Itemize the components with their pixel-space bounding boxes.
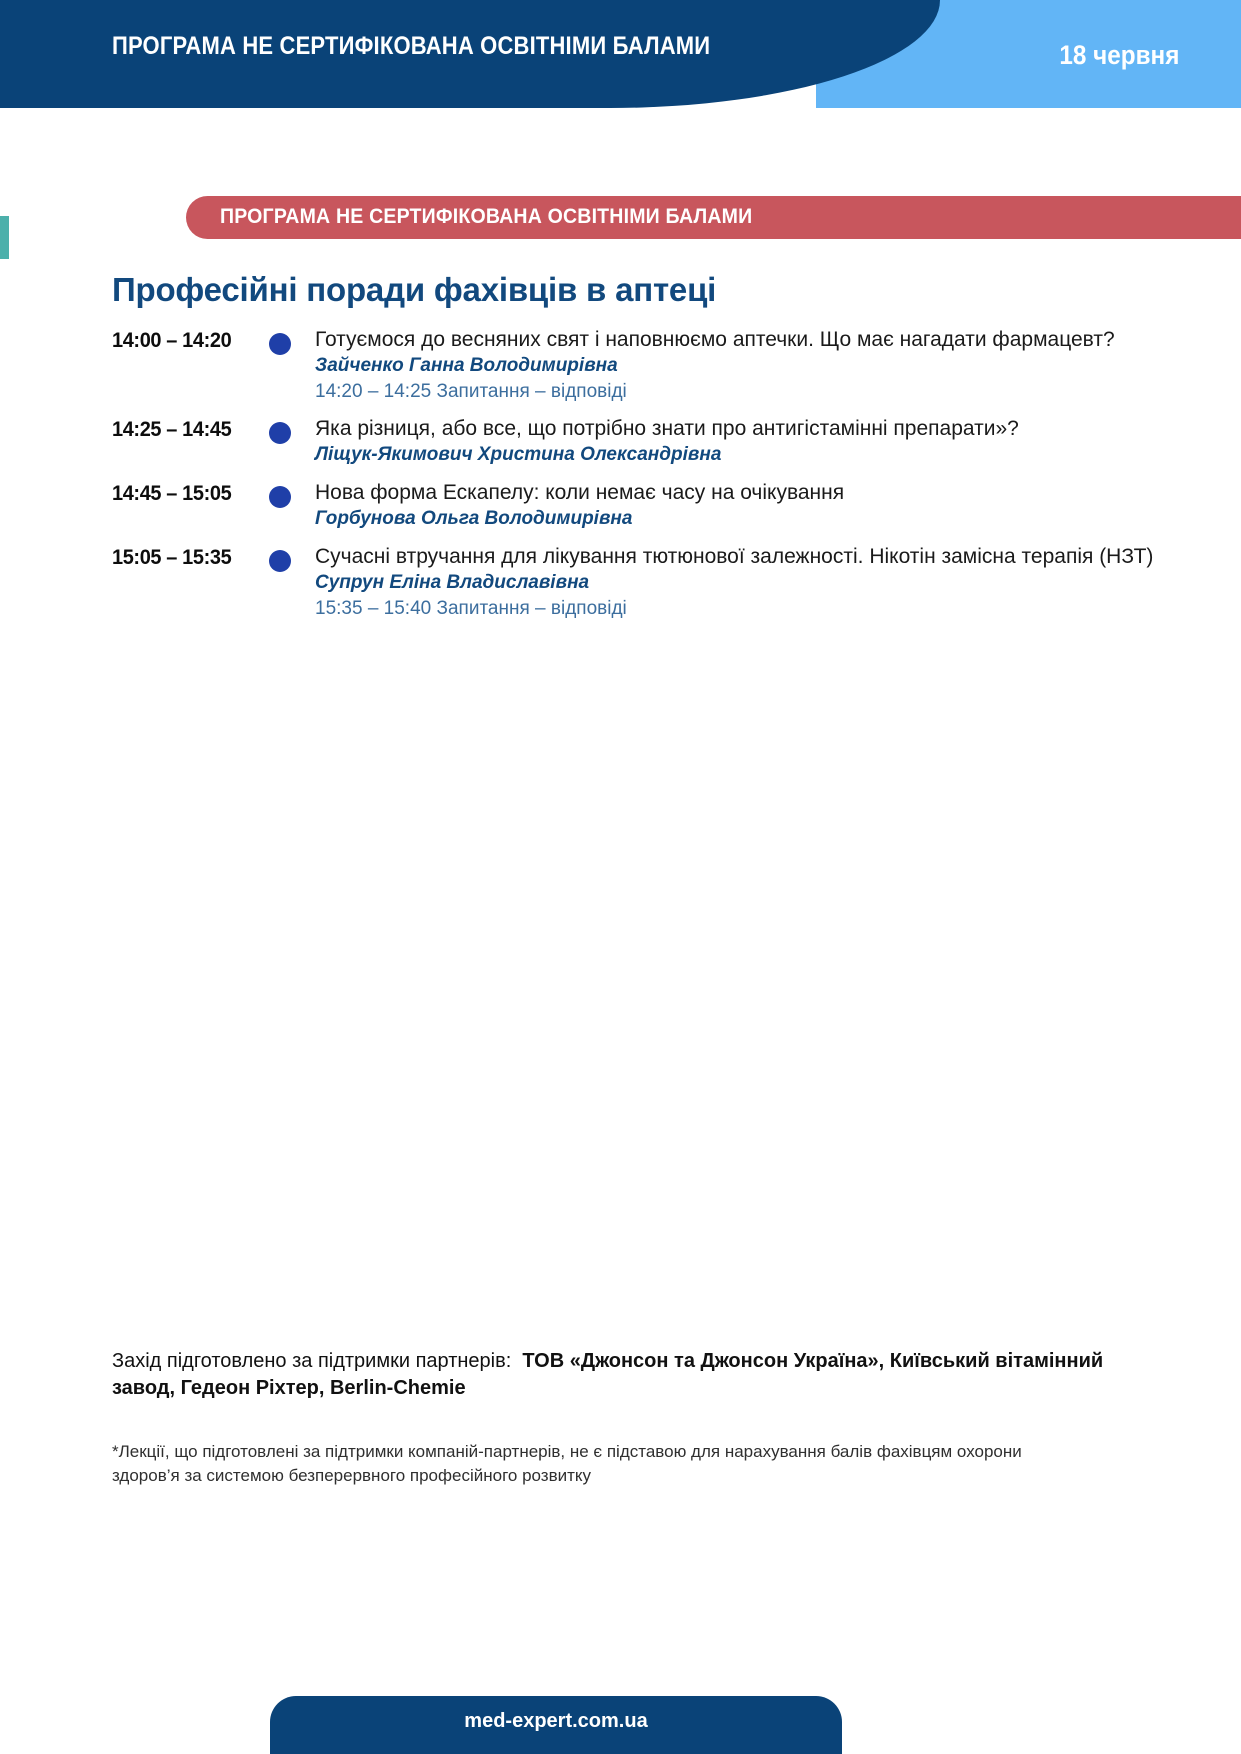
entry-time: 14:25 – 14:45 (112, 418, 232, 442)
disclaimer-note: *Лекції, що підготовлені за підтримки компаній-партнерів, не є підставою для нарахування балів фахівцям охорони здоров’я за системою безперервного професійного розвитку (112, 1442, 1022, 1485)
red-notice-banner-text: ПРОГРАМА НЕ СЕРТИФІКОВАНА ОСВІТНІМИ БАЛАМИ (220, 205, 753, 228)
entry-body (315, 416, 1172, 468)
entry-topic: Яка різниця, або все, що потрібно знати про антигістамінні препарати»? (315, 417, 1019, 441)
schedule-entry (112, 480, 1172, 532)
page-header (0, 0, 1241, 108)
entry-qa: 14:20 – 14:25 Запитання – відповіді (315, 380, 627, 402)
schedule-entry (112, 544, 1172, 621)
entry-body (315, 327, 1172, 404)
partners-names: ТОВ «Джонсон та Джонсон Україна», Київський вітамінний завод, Гедеон Ріхтер, Berlin-Chemie (112, 1350, 1104, 1399)
schedule-entry (112, 416, 1172, 468)
schedule-list (112, 327, 1172, 633)
entry-speaker: Супрун Еліна Владиславівна (315, 571, 590, 593)
schedule-entry (112, 327, 1172, 404)
bullet-dot-icon (269, 422, 291, 444)
entry-speaker: Горбунова Ольга Володимирівна (315, 508, 633, 530)
entry-topic: Нова форма Ескапелу: коли немає часу на очікування (315, 481, 845, 505)
entry-speaker: Зайченко Ганна Володимирівна (315, 355, 618, 377)
entry-time: 15:05 – 15:35 (112, 545, 232, 569)
bullet-dot-icon (269, 550, 291, 572)
red-notice-banner (186, 196, 1241, 239)
entry-time: 14:45 – 15:05 (112, 482, 232, 506)
entry-body (315, 480, 1172, 532)
entry-body (315, 544, 1172, 621)
entry-topic: Готуємося до весняних свят і наповнюємо аптечки. Що має нагадати фармацевт? (315, 328, 1115, 351)
footer-website-url[interactable]: med-expert.com.ua (464, 1710, 648, 1732)
header-date: 18 червня (1058, 40, 1179, 70)
partners-lead-label: Захід підготовлено за підтримки партнерів: (112, 1350, 512, 1372)
teal-accent-bar (0, 216, 9, 259)
entry-speaker: Ліщук-Якимович Христина Олександрівна (315, 444, 722, 466)
entry-time: 14:00 – 14:20 (112, 329, 232, 352)
bullet-dot-icon (269, 333, 291, 355)
page-title: Професійні поради фахівців в аптеці (112, 271, 717, 308)
bullet-dot-icon (269, 486, 291, 508)
entry-topic: Сучасні втручання для лікування тютюнової залежності. Нікотін замісна терапія (НЗТ) (315, 544, 1154, 568)
header-banner-text: ПРОГРАМА НЕ СЕРТИФІКОВАНА ОСВІТНІМИ БАЛАМИ (112, 32, 711, 60)
partners-note (112, 1348, 1112, 1402)
entry-qa: 15:35 – 15:40 Запитання – відповіді (315, 597, 627, 619)
footer-bar (270, 1696, 842, 1754)
